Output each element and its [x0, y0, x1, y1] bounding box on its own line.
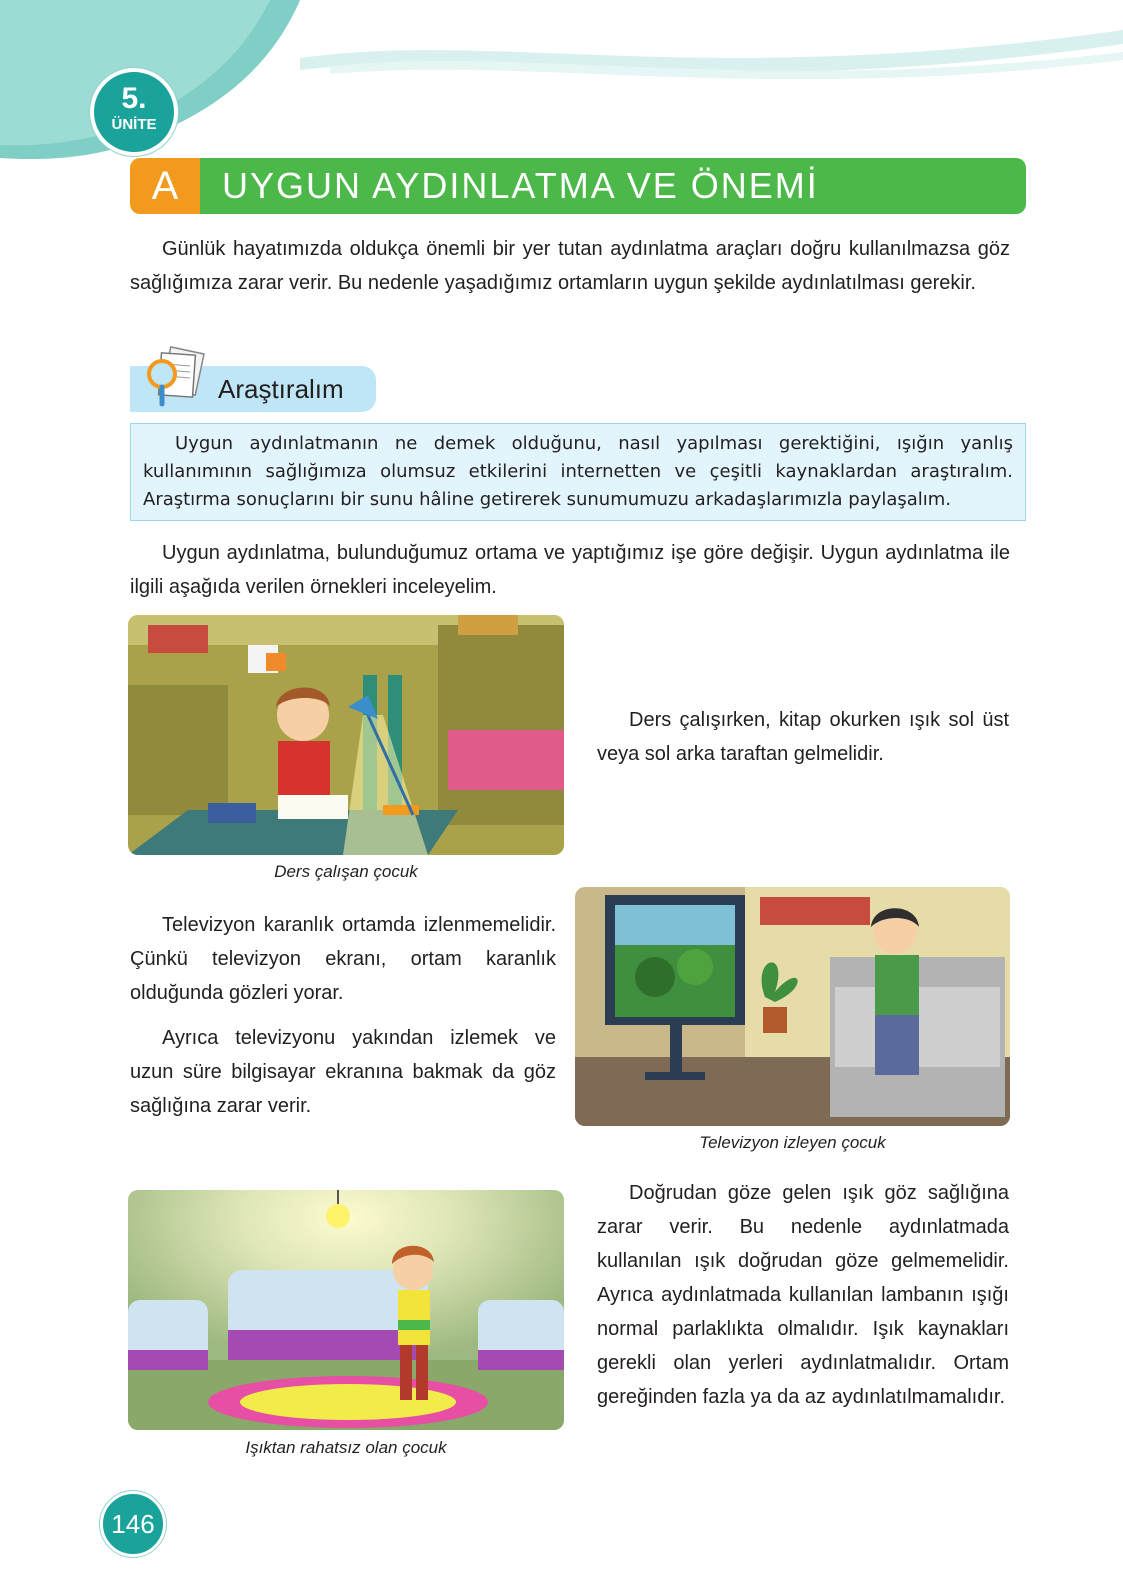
- unit-badge: [90, 68, 178, 156]
- section-letter: A: [130, 158, 200, 214]
- research-text: Uygun aydınlatmanın ne demek olduğunu, nasıl yapılması gerektiğini, ışığın yanlış kullanımının sağlığımıza olumsuz etkilerini internetten ve çeşitli kaynaklardan araştıralım. Araştırma sonuçlarını bir sunu hâline getirerek sunumumuzu arkadaşlarımızla paylaşalım.: [143, 433, 1013, 510]
- examples-paragraph: Uygun aydınlatma, bulunduğumuz ortama ve yaptığımız işe göre değişir. Uygun aydınlatma ile ilgili aşağıda verilen örnekleri inceleyelim.: [130, 542, 1010, 598]
- tv-caption: Televizyon izleyen çocuk: [699, 1133, 886, 1152]
- light-illustration: [128, 1190, 564, 1430]
- unit-number: 5.: [121, 82, 147, 115]
- study-caption: Ders çalışan çocuk: [274, 862, 418, 881]
- light-text: Doğrudan göze gelen ışık göz sağlığına zarar verir. Bu nedenle aydınlatmada kullanılan ışık doğrudan göze gelmemelidir. Ayrıca aydınlatmada kullanılan lambanın ışığı normal parlaklıkta olmalıdır. Işık kaynakları gerekli olan yerleri aydınlatmalıdır. Ortam gereğinden fazla ya da az aydınlatılmamalıdır.: [597, 1182, 1009, 1408]
- study-illustration: [128, 615, 564, 855]
- tv-text-1: Televizyon karanlık ortamda izlenmemelidir. Çünkü televizyon ekranı, ortam karanlık olduğunda gözleri yorar.: [130, 914, 556, 1004]
- study-text: Ders çalışırken, kitap okurken ışık sol üst veya sol arka taraftan gelmelidir.: [597, 709, 1009, 765]
- section-title: UYGUN AYDINLATMA VE ÖNEMİ: [200, 158, 1026, 214]
- magnifier-papers-icon: [140, 346, 210, 408]
- research-box: [130, 423, 1026, 521]
- intro-paragraph: Günlük hayatımızda oldukça önemli bir yer tutan aydınlatma araçları doğru kullanılmazsa göz sağlığımıza zarar verir. Bu nedenle yaşadığımız ortamların uygun şekilde aydınlatılması gerekir.: [130, 238, 1010, 294]
- research-label: Araştıralım: [218, 374, 344, 404]
- page-number: 146: [100, 1491, 166, 1557]
- unit-label: ÜNİTE: [111, 116, 157, 133]
- tv-illustration: [575, 887, 1010, 1126]
- tv-text-2: Ayrıca televizyonu yakından izlemek ve uzun süre bilgisayar ekranına bakmak da göz sağlığına zarar verir.: [130, 1027, 556, 1117]
- light-caption: Işıktan rahatsız olan çocuk: [245, 1438, 447, 1457]
